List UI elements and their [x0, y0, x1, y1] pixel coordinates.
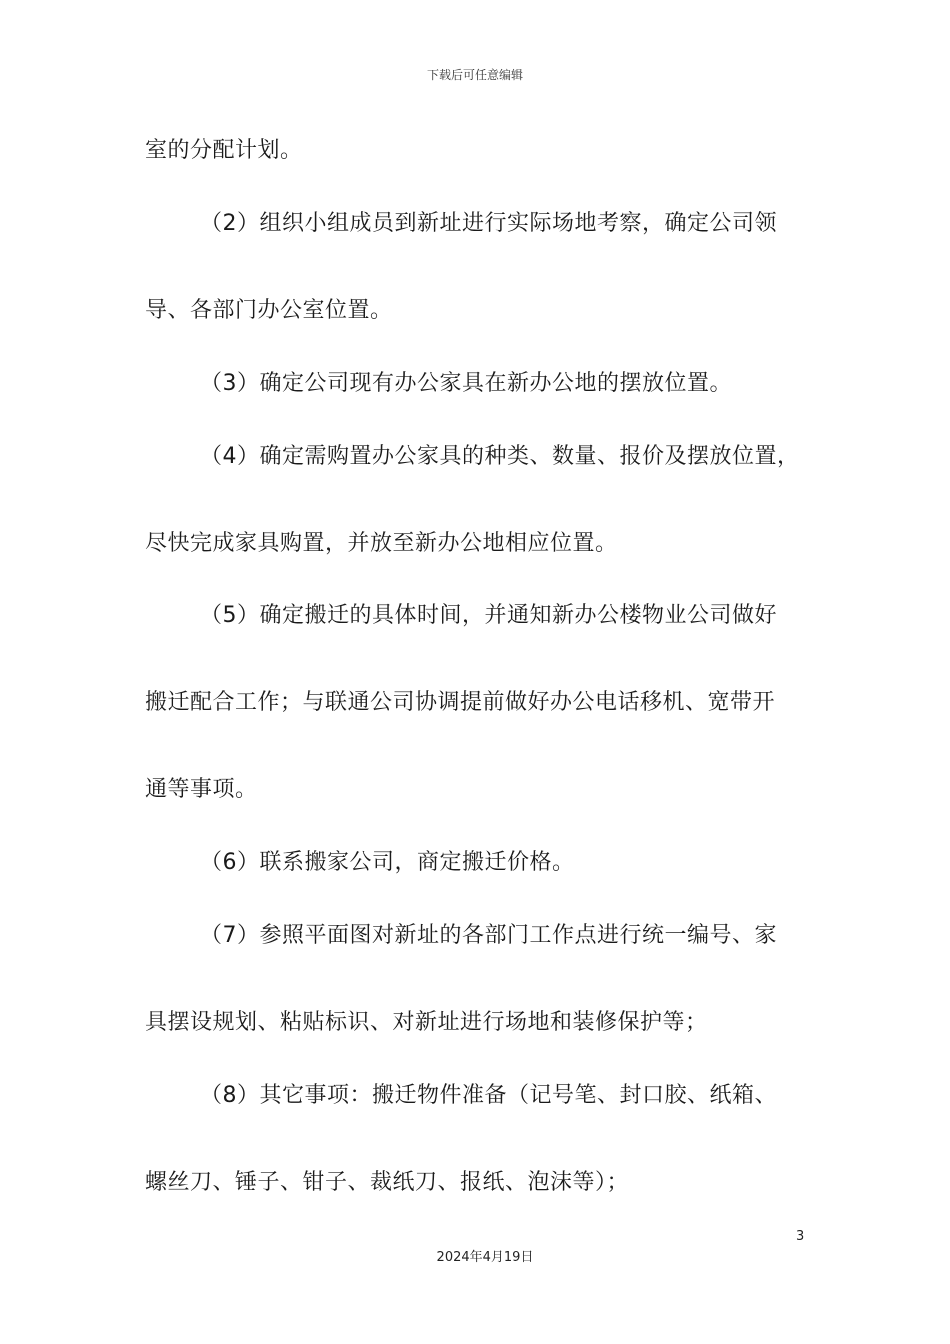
paragraph-line: （6）联系搬家公司，商定搬迁价格。	[200, 850, 575, 875]
paragraph-line: （4）确定需购置办公家具的种类、数量、报价及摆放位置，	[200, 444, 800, 469]
paragraph-line: 具摆设规划、粘贴标识、对新址进行场地和装修保护等；	[145, 1010, 708, 1035]
paragraph-line: （8）其它事项：搬迁物件准备（记号笔、封口胶、纸箱、	[200, 1083, 777, 1108]
paragraph-line: 通等事项。	[145, 777, 258, 802]
paragraph-line: 螺丝刀、锤子、钳子、裁纸刀、报纸、泡沫等）；	[145, 1170, 630, 1195]
footer-date: 2024年4月19日	[436, 1250, 534, 1265]
paragraph-line: 导、各部门办公室位置。	[145, 298, 393, 323]
page-number: 3	[796, 1229, 805, 1244]
paragraph-line: 室的分配计划。	[145, 138, 303, 163]
paragraph-line: （7）参照平面图对新址的各部门工作点进行统一编号、家	[200, 923, 777, 948]
paragraph-line: 尽快完成家具购置，并放至新办公地相应位置。	[145, 531, 618, 556]
paragraph-line: 搬迁配合工作；与联通公司协调提前做好办公电话移机、宽带开	[145, 690, 776, 715]
paragraph-line: （5）确定搬迁的具体时间，并通知新办公楼物业公司做好	[200, 603, 777, 628]
paragraph-line: （2）组织小组成员到新址进行实际场地考察，确定公司领	[200, 211, 777, 236]
paragraph-line: （3）确定公司现有办公家具在新办公地的摆放位置。	[200, 371, 732, 396]
header-note: 下载后可任意编辑	[426, 68, 523, 82]
